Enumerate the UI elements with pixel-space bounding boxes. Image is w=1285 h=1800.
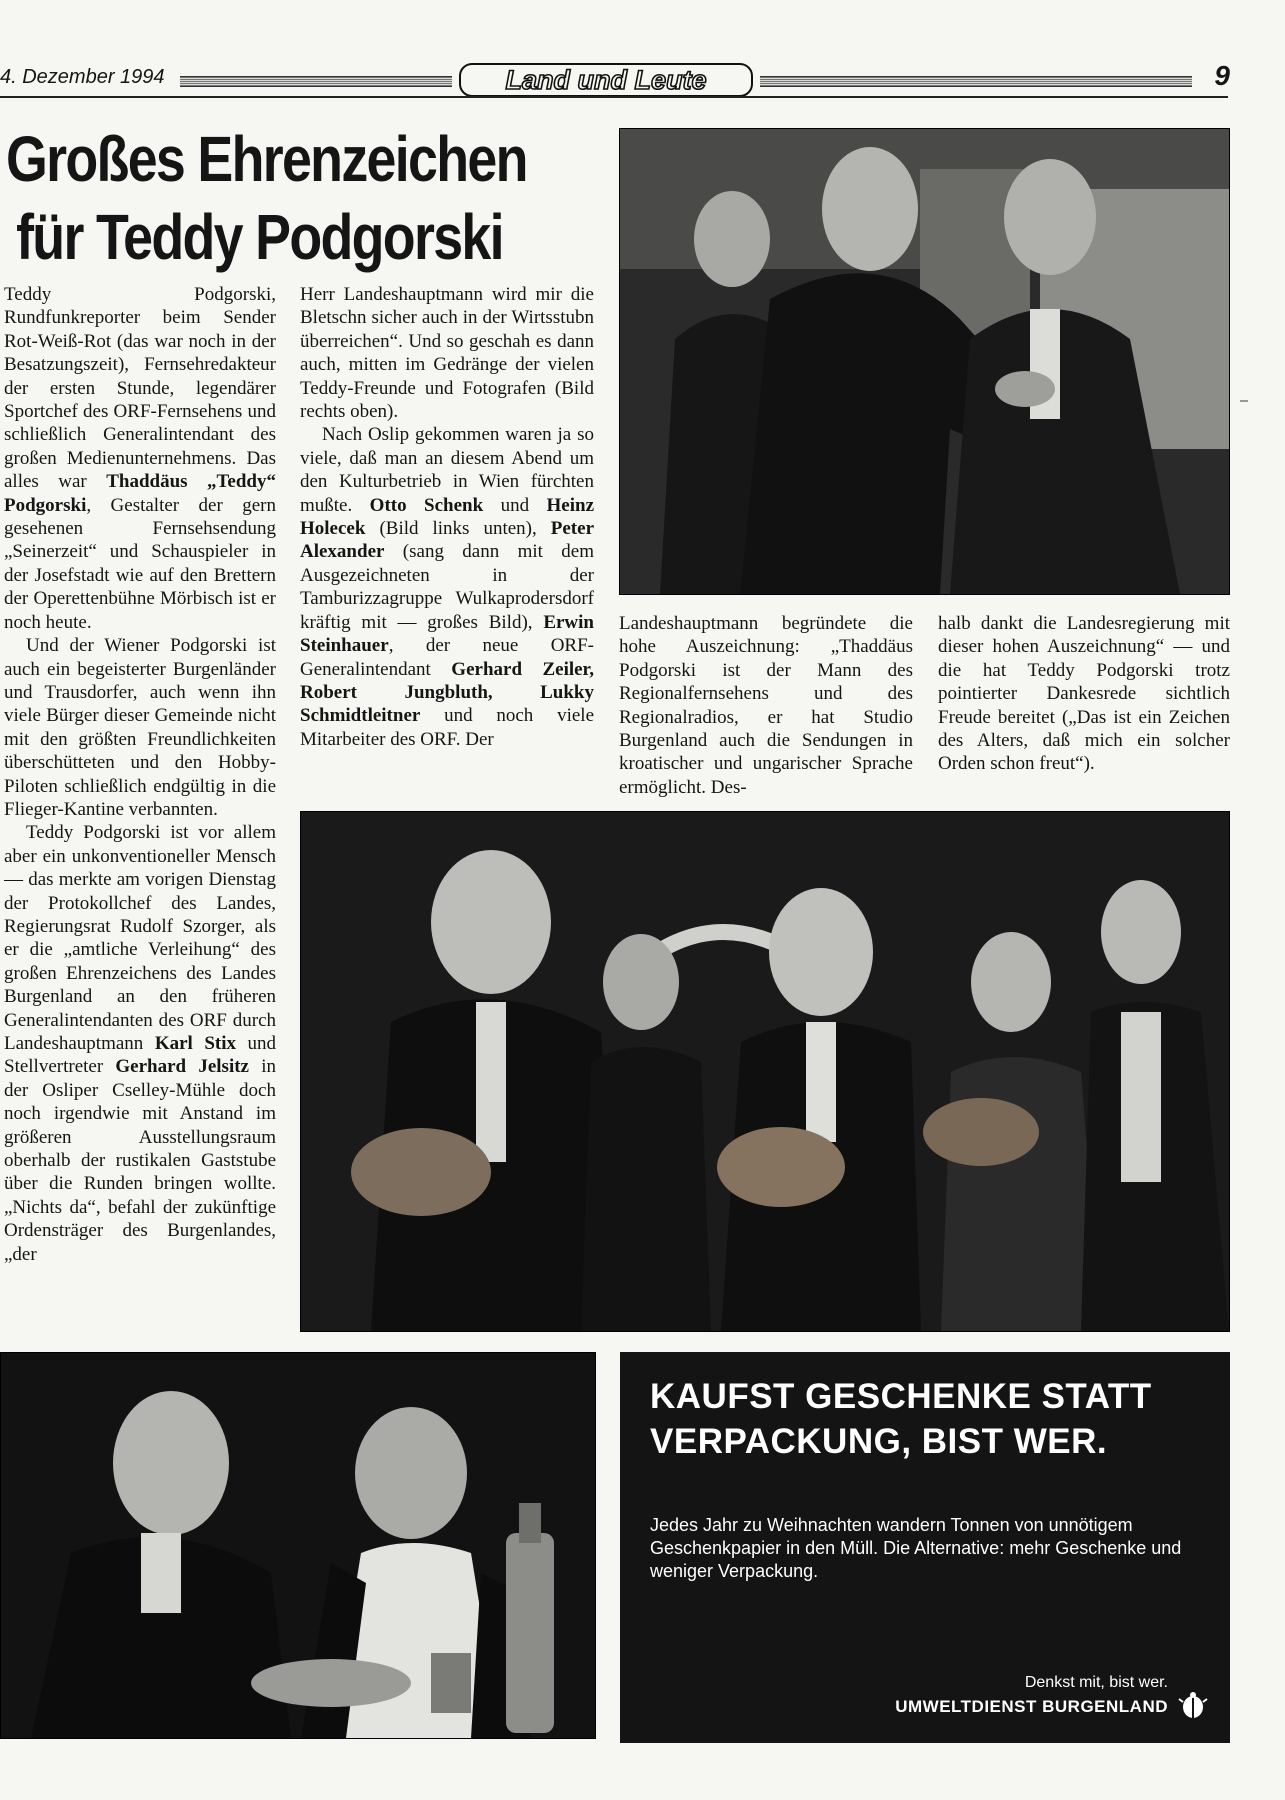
photo-tamburizza-group: [300, 811, 1230, 1332]
headline-line-1: Großes Ehrenzeichen: [6, 123, 527, 195]
ad-body: Jedes Jahr zu Weihnachten wandern Tonnen von unnötigem Geschenkpapier in den Müll. Die Alternative: mehr Geschenke und weniger Verpackung.: [650, 1515, 1182, 1581]
text-run: (Bild links unten),: [365, 518, 551, 540]
text-run: und noch viele Mitarbeiter des ORF. Der: [300, 705, 594, 750]
advertisement: [620, 1352, 1230, 1743]
issue-date: 4. Dezember 1994: [0, 66, 165, 88]
text-run: in der Osliper Cselley-Mühle doch noch irgendwie mit Anstand im größeren Ausstellungsraum oberhalb der rustikalen Gaststube über die Runden bringen wollte. „Nichts da“, befahl der zukünftige Ordensträger des Burgenlandes, „der: [4, 1056, 276, 1265]
headline: [6, 120, 527, 276]
photo-award-ceremony: [619, 128, 1230, 595]
section-title: Land und Leute: [505, 65, 707, 95]
article-paragraph: [4, 283, 276, 634]
article-paragraph: [300, 423, 594, 751]
ad-headline: [650, 1374, 1210, 1464]
page-number: 9: [1214, 60, 1230, 91]
ad-headline-line-2: VERPACKUNG, BIST WER.: [650, 1422, 1108, 1461]
header-rule-right: [760, 76, 1192, 87]
bold-name: Heinz Holecek: [300, 494, 595, 540]
beetle-icon: [1178, 1690, 1208, 1720]
text-run: (sang dann mit dem Ausgezeichneten in der Tamburizzagruppe Wulkaprodersdorf kräftig mit — großes Bild),: [300, 541, 594, 633]
article-paragraph: Landeshauptmann begründete die hohe Auszeichnung: „Thaddäus Podgorski ist der Mann des Regionalfernsehens und des Regionalradios, er hat Studio Burgenland auch die Sendungen in kroatischer und ungarischer Sprache ermöglicht. Des-: [619, 613, 913, 798]
bold-name: Gerhard Jelsitz: [115, 1056, 249, 1078]
text-run: , Gestalter der gern gesehenen Fernsehsendung „Seinerzeit“ und Schauspieler in der Josefstadt wie auf den Brettern der Operettenbühne Mörbisch ist er noch heute.: [4, 494, 276, 633]
ad-organization: UMWELTDIENST BURGENLAND: [895, 1697, 1168, 1716]
article-column-2: [300, 283, 594, 751]
ad-headline-line-1: KAUFST GESCHENKE STATT: [650, 1377, 1152, 1416]
photo-schenk-holecek: [0, 1352, 596, 1739]
bold-name: Peter Alexander: [300, 518, 594, 563]
text-run: und Stellvertreter: [4, 1033, 276, 1078]
article-paragraph: [4, 821, 276, 1266]
bold-name: Karl Stix: [154, 1033, 236, 1054]
margin-mark: [1240, 400, 1248, 402]
article-column-1: [4, 283, 276, 1333]
header-divider: [0, 96, 1228, 98]
text-run: Teddy Podgorski ist vor allem aber ein unkonventioneller Mensch — das merkte am vorigen Dienstag der Protokollchef des Landes, Regierungsrat Rudolf Szorger, als er die „amtliche Verleihung“ des großen Ehrenzeichens des Landes Burgenland an den früheren Generalintendanten des ORF durch Landeshauptmann: [4, 822, 276, 1054]
bold-name: Otto Schenk: [369, 494, 484, 516]
headline-line-2: für Teddy Podgorski: [16, 201, 503, 273]
text-run: und: [483, 494, 547, 516]
article-paragraph: halb dankt die Landesregierung mit dieser hohen Auszeichnung“ — und die hat Teddy Podgorski trotz pointierter Dankesrede sichtlich Freude bereitet („Das ist ein Zeichen des Alters, daß mich ein solcher Orden schon freut“).: [938, 613, 1230, 775]
header-rule-left: [180, 76, 452, 87]
text-run: , der neue ORF-Generalintendant: [300, 635, 594, 680]
article-paragraph: Und der Wiener Podgorski ist auch ein begeisterter Burgenländer und Trausdorfer, auch wenn ihn viele Bürger dieser Gemeinde nicht mit den größten Freundlichkeiten überschütteten und den Hobby-Piloten schließlich endgültig in die Flieger-Kantine verbannten.: [4, 635, 276, 820]
article-paragraph: Herr Landeshauptmann wird mir die Bletschn sicher auch in der Wirtsstubn überreichen“. Und so geschah es dann auch, mitten im Gedränge der vielen Teddy-Freunde und Fotografen (Bild rechts oben).: [300, 284, 594, 423]
text-run: Nach Oslip gekommen waren ja so viele, daß man an diesem Abend um den Kulturbetrieb in Wien fürchten mußte.: [300, 424, 594, 516]
ad-tagline: Denkst mit, bist wer.: [1024, 1674, 1168, 1691]
bold-name: Thaddäus „Teddy“ Podgorski: [4, 471, 276, 516]
article-column-4: [938, 612, 1230, 776]
text-run: Teddy Podgorski, Rundfunkreporter beim Sender Rot-Weiß-Rot (das war noch in der Besatzungszeit), Fernsehredakteur der ersten Stunde, legendärer Sportchef des ORF-Fernsehens und schließlich Generalintendant des großen Medienunternehmens. Das alles war: [4, 284, 276, 493]
article-column-3: [619, 612, 913, 799]
bold-name: Erwin Steinhauer: [300, 611, 594, 657]
bold-name: Gerhard Zeiler, Robert Jungbluth, Lukky Schmidtleitner: [300, 658, 594, 727]
